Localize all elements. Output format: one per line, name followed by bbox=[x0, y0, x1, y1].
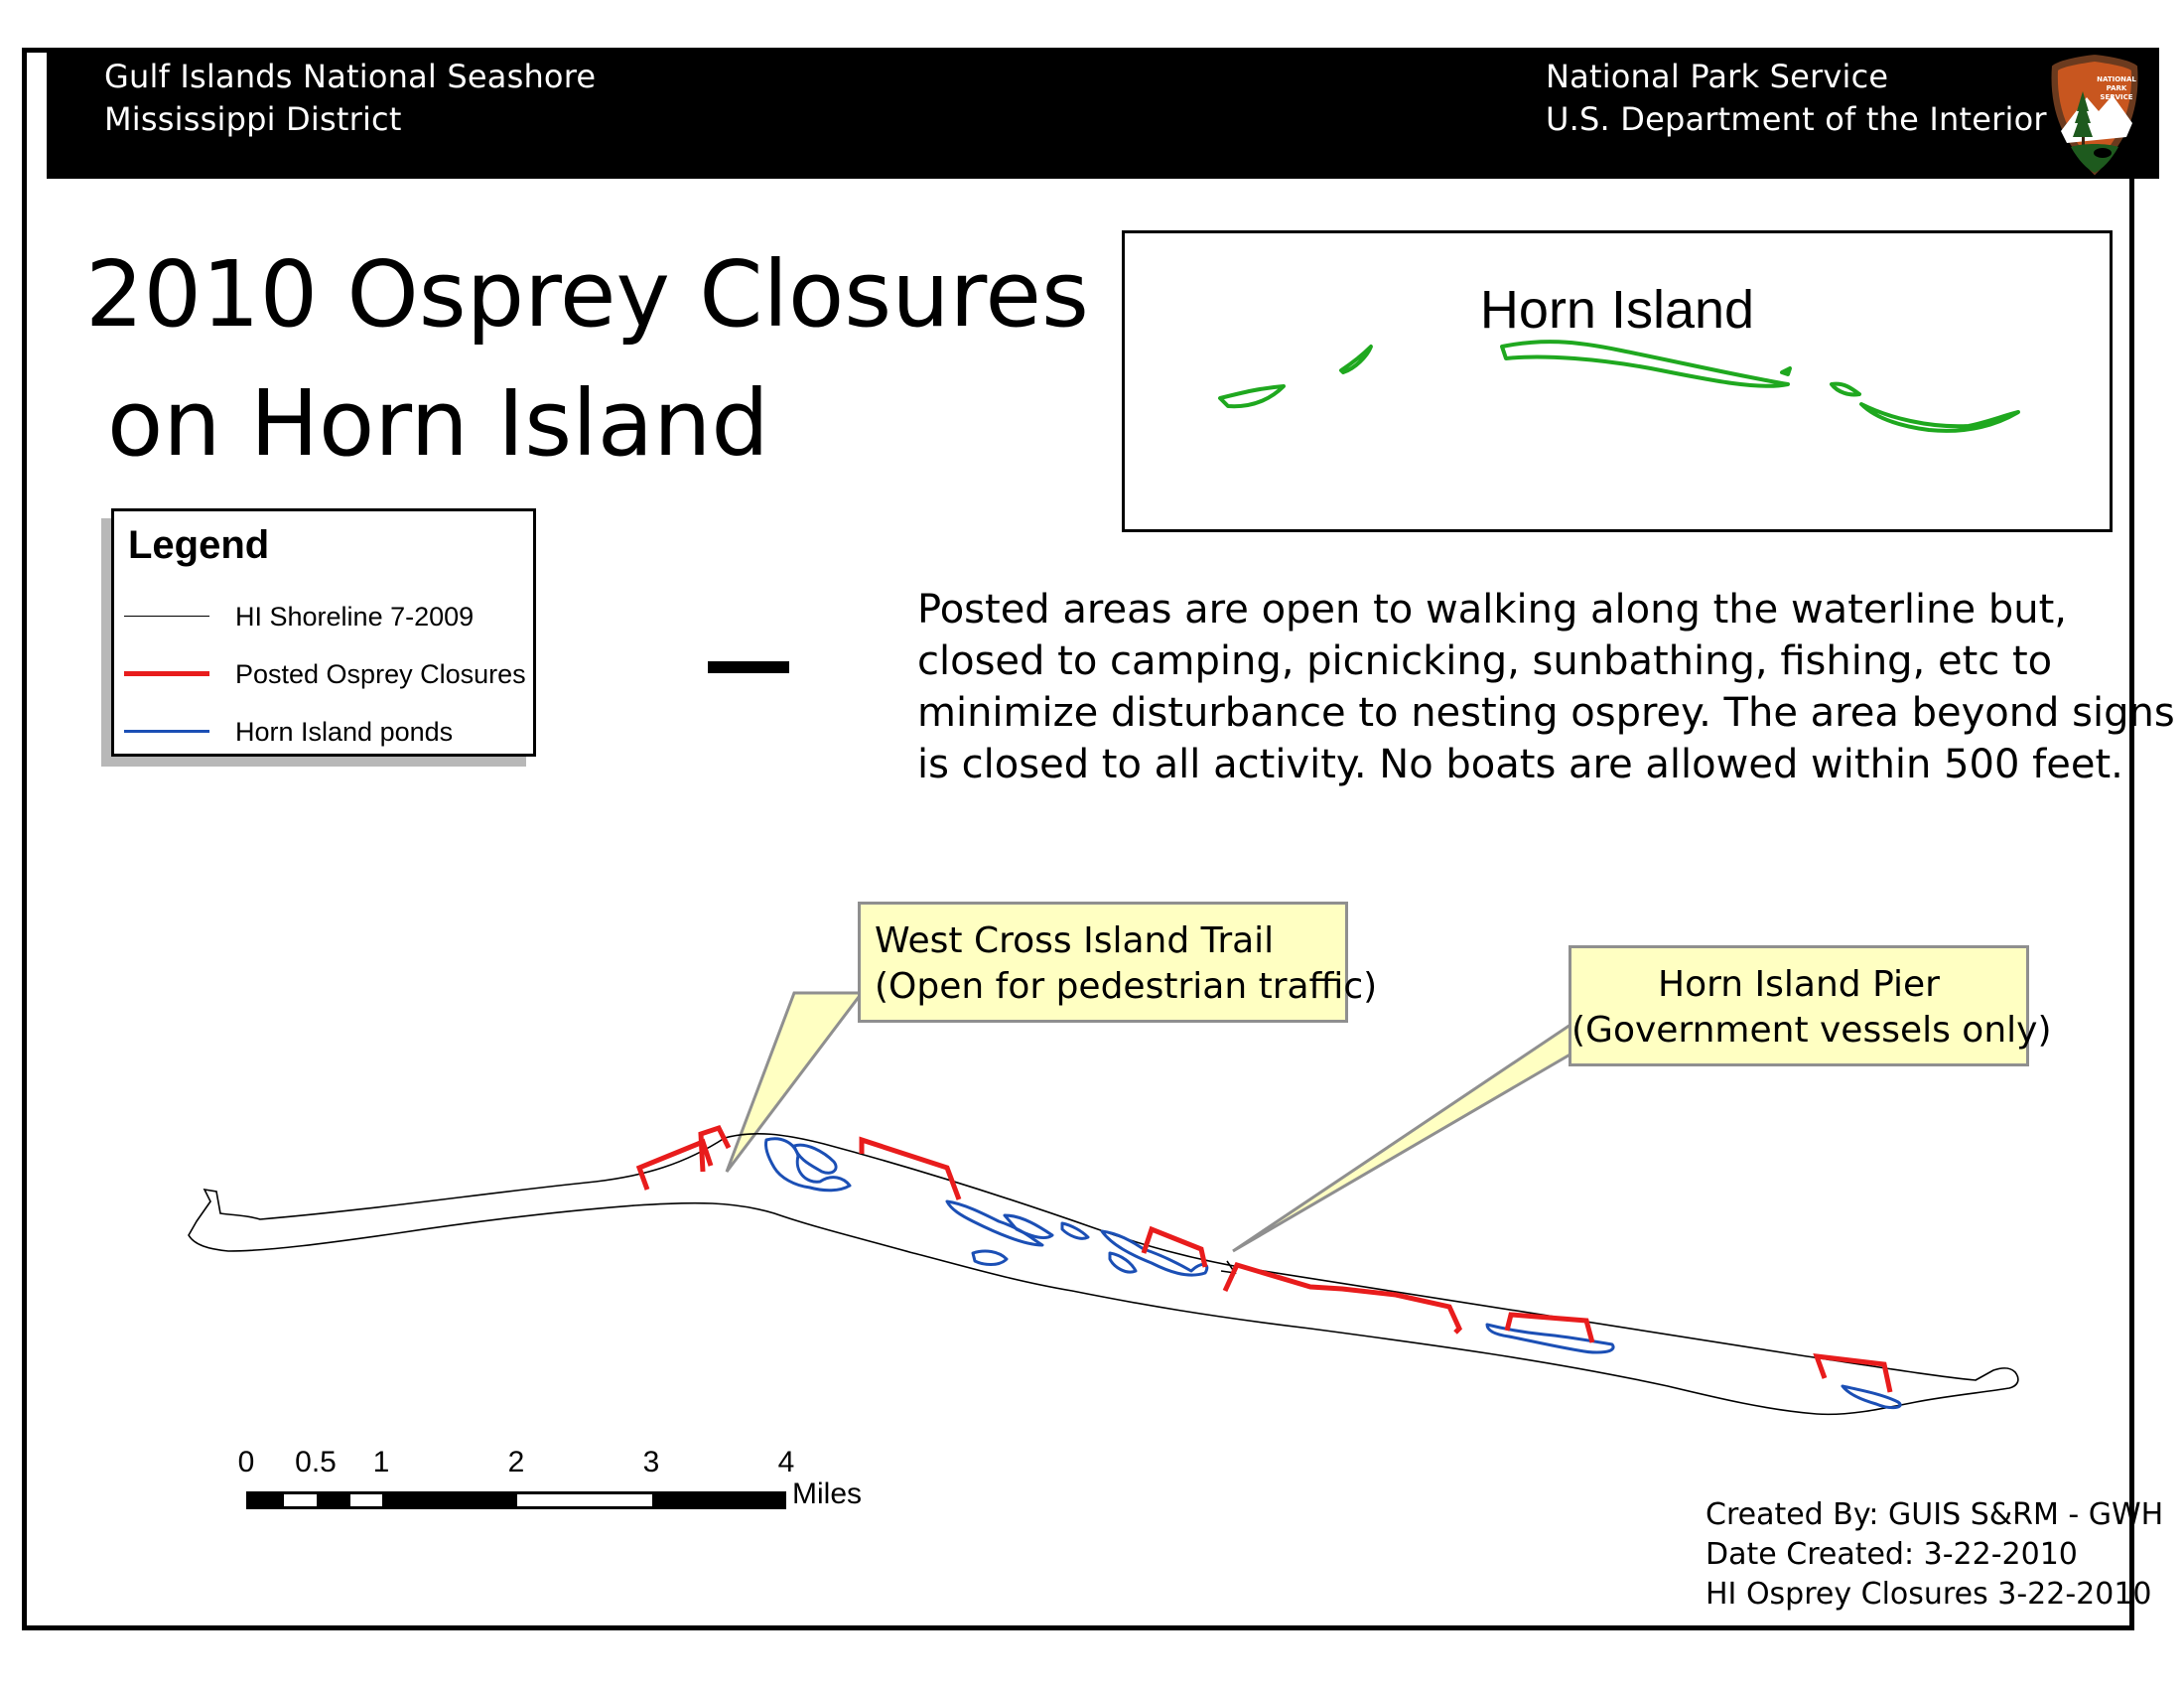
scale-tick-4: 4 bbox=[777, 1446, 795, 1478]
callout-trail-note: (Open for pedestrian traffic) bbox=[875, 966, 1378, 1007]
callout-pier-name: Horn Island Pier bbox=[1658, 964, 1940, 1005]
legend-label-shoreline: HI Shoreline 7-2009 bbox=[235, 602, 475, 632]
scale-tick-1: 1 bbox=[372, 1446, 390, 1478]
logo-text-national: NATIONAL bbox=[2097, 75, 2136, 83]
scale-segment bbox=[249, 1494, 284, 1506]
scale-bar-graphic bbox=[246, 1491, 786, 1509]
pond-2 bbox=[794, 1145, 836, 1173]
scale-segment bbox=[382, 1494, 517, 1506]
legend-label-closures: Posted Osprey Closures bbox=[235, 659, 526, 689]
pond-3 bbox=[947, 1201, 1042, 1245]
pond-6 bbox=[1062, 1223, 1088, 1238]
scale-bar bbox=[224, 1446, 863, 1525]
logo-text-park: PARK bbox=[2106, 84, 2127, 92]
park-name: Gulf Islands National Seashore bbox=[104, 58, 597, 95]
description-line-1: Posted areas are open to walking along the waterline but, bbox=[917, 587, 2067, 633]
closure-3 bbox=[862, 1140, 959, 1199]
description-line-4: is closed to all activity. No boats are allowed within 500 feet. bbox=[917, 742, 2123, 787]
closure-7 bbox=[1817, 1356, 1890, 1392]
scale-tick-2: 2 bbox=[507, 1446, 525, 1478]
inset-label: Horn Island bbox=[1479, 280, 1755, 340]
scale-segment bbox=[652, 1494, 783, 1506]
pond-5 bbox=[973, 1251, 1007, 1265]
logo-text-service: SERVICE bbox=[2100, 93, 2133, 101]
scale-units: Miles bbox=[792, 1477, 863, 1510]
scale-tick-3: 3 bbox=[642, 1446, 660, 1478]
description-line-3: minimize disturbance to nesting osprey. The area beyond signs bbox=[917, 690, 2175, 736]
title-line-1: 2010 Osprey Closures bbox=[85, 241, 1089, 348]
department-name: U.S. Department of the Interior bbox=[1546, 100, 2047, 138]
callout-west-cross-island-trail bbox=[858, 902, 1378, 1023]
pond-8 bbox=[1110, 1253, 1136, 1272]
credit-created-by: Created By: GUIS S&RM - GWH bbox=[1706, 1497, 2164, 1532]
closure-group bbox=[639, 1128, 1890, 1392]
map-credits bbox=[1706, 1495, 2163, 1615]
scale-tick-0-5: 0.5 bbox=[295, 1446, 337, 1478]
credit-date-created: Date Created: 3-22-2010 bbox=[1706, 1537, 2078, 1572]
district-name: Mississippi District bbox=[104, 100, 402, 138]
callout-horn-island-pier bbox=[1569, 945, 2052, 1066]
description-line-2: closed to camping, picnicking, sunbathing, fishing, etc to bbox=[917, 638, 2053, 684]
callout-trail-name: West Cross Island Trail bbox=[875, 920, 1275, 961]
agency-name: National Park Service bbox=[1546, 58, 1889, 95]
callout-pier-note: (Government vessels only) bbox=[1571, 1010, 2052, 1051]
island-shoreline bbox=[189, 1134, 2018, 1415]
scale-tick-0: 0 bbox=[237, 1446, 255, 1478]
pond-group bbox=[765, 1139, 1900, 1408]
title-line-2: on Horn Island bbox=[107, 370, 769, 477]
legend-label-ponds: Horn Island ponds bbox=[235, 717, 454, 747]
scale-segment bbox=[317, 1494, 350, 1506]
callout-leader-pier bbox=[1233, 1023, 1573, 1251]
legend-title: Legend bbox=[128, 523, 270, 567]
credit-file-name: HI Osprey Closures 3-22-2010 bbox=[1706, 1577, 2152, 1612]
